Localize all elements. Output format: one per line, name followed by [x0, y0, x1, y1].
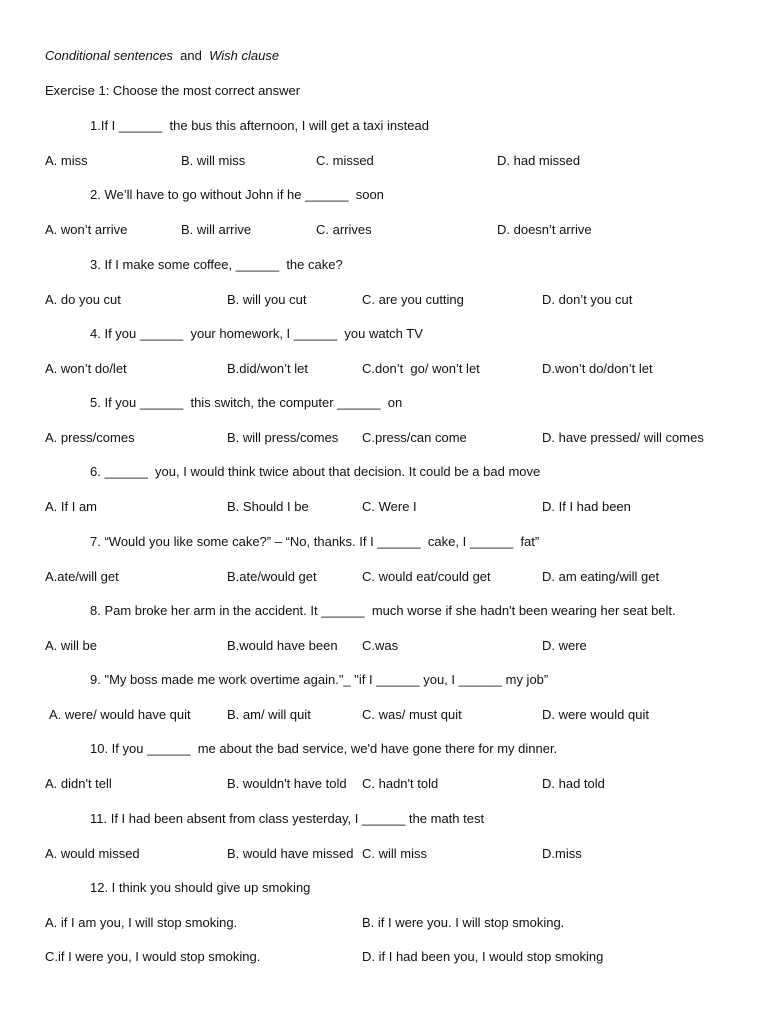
option-b: B. Should I be — [227, 499, 309, 514]
option-a: A. would missed — [45, 846, 140, 861]
option-d: D. If I had been — [542, 499, 631, 514]
option-b: B.would have been — [227, 638, 338, 653]
option-d: D. doesn’t arrive — [497, 222, 592, 237]
question-6: 6. ______ you, I would think twice about that decision. It could be a bad move — [90, 464, 541, 479]
option-a: A. won’t arrive — [45, 222, 128, 237]
option-c: C.was — [362, 638, 399, 653]
option-d: D. had missed — [497, 153, 581, 168]
question-4: 4. If you ______ your homework, I ______ you watch TV — [90, 326, 423, 341]
question-10: 10. If you ______ me about the bad service, we'd have gone there for my dinner. — [90, 741, 558, 756]
option-d: D. were would quit — [542, 707, 649, 722]
option-a: A. do you cut — [45, 292, 121, 307]
option-b: B. will you cut — [227, 292, 307, 307]
option-b: B. would have missed — [227, 846, 354, 861]
option-a: A.ate/will get — [45, 569, 119, 584]
option-c: C. hadn't told — [362, 776, 439, 791]
option-b: B.did/won’t let — [227, 361, 308, 376]
option-b: B. will miss — [181, 153, 246, 168]
heading-part-2: Wish clause — [209, 48, 280, 63]
option-a: A. were/ would have quit — [49, 707, 191, 722]
option-a: A. press/comes — [45, 430, 135, 445]
option-d: D.won’t do/don’t let — [542, 361, 653, 376]
question-5: 5. If you ______ this switch, the computer ______ on — [90, 395, 403, 410]
document-heading — [45, 48, 279, 64]
option-d: D.miss — [542, 846, 582, 861]
question-3: 3. If I make some coffee, ______ the cake? — [90, 257, 343, 272]
option-d: D. don’t you cut — [542, 292, 633, 307]
question-2: 2. We’ll have to go without John if he ______ soon — [90, 187, 384, 202]
option-d: D. if I had been you, I would stop smoking — [362, 949, 604, 964]
question-8: 8. Pam broke her arm in the accident. It ______ much worse if she hadn't been wearing her seat belt. — [90, 603, 676, 618]
option-c: C. missed — [316, 153, 374, 168]
option-b: B. will arrive — [181, 222, 252, 237]
option-a: A. if I am you, I will stop smoking. — [45, 915, 238, 930]
option-a: A. didn't tell — [45, 776, 112, 791]
option-c: C. Were I — [362, 499, 417, 514]
heading-part-1: Conditional sentences — [45, 48, 173, 63]
option-a: A. will be — [45, 638, 98, 653]
question-12: 12. I think you should give up smoking — [90, 880, 311, 895]
option-b: B.ate/would get — [227, 569, 317, 584]
option-d: D. had told — [542, 776, 605, 791]
option-c: C. will miss — [362, 846, 427, 861]
option-c: C. arrives — [316, 222, 372, 237]
option-c: C. would eat/could get — [362, 569, 491, 584]
option-b: B. wouldn't have told — [227, 776, 347, 791]
option-c: C.don’t go/ won’t let — [362, 361, 480, 376]
question-1: 1.If I ______ the bus this afternoon, I will get a taxi instead — [90, 118, 429, 133]
option-b: B. if I were you. I will stop smoking. — [362, 915, 565, 930]
option-a: A. miss — [45, 153, 88, 168]
option-d: D. have pressed/ will comes — [542, 430, 704, 445]
option-d: D. am eating/will get — [542, 569, 660, 584]
option-b: B. will press/comes — [227, 430, 339, 445]
option-c: C.if I were you, I would stop smoking. — [45, 949, 261, 964]
question-11: 11. If I had been absent from class yesterday, I ______ the math test — [90, 811, 485, 826]
option-c: C. are you cutting — [362, 292, 464, 307]
option-c: C. was/ must quit — [362, 707, 462, 722]
option-d: D. were — [542, 638, 587, 653]
option-a: A. If I am — [45, 499, 98, 514]
option-c: C.press/can come — [362, 430, 467, 445]
option-a: A. won’t do/let — [45, 361, 127, 376]
heading-connector: and — [180, 48, 202, 63]
question-9: 9. "My boss made me work overtime again."_ "if I ______ you, I ______ my job” — [90, 672, 549, 687]
option-b: B. am/ will quit — [227, 707, 311, 722]
question-7: 7. “Would you like some cake?” – “No, thanks. If I ______ cake, I ______ fat” — [90, 534, 540, 549]
exercise-title: Exercise 1: Choose the most correct answer — [45, 83, 301, 98]
